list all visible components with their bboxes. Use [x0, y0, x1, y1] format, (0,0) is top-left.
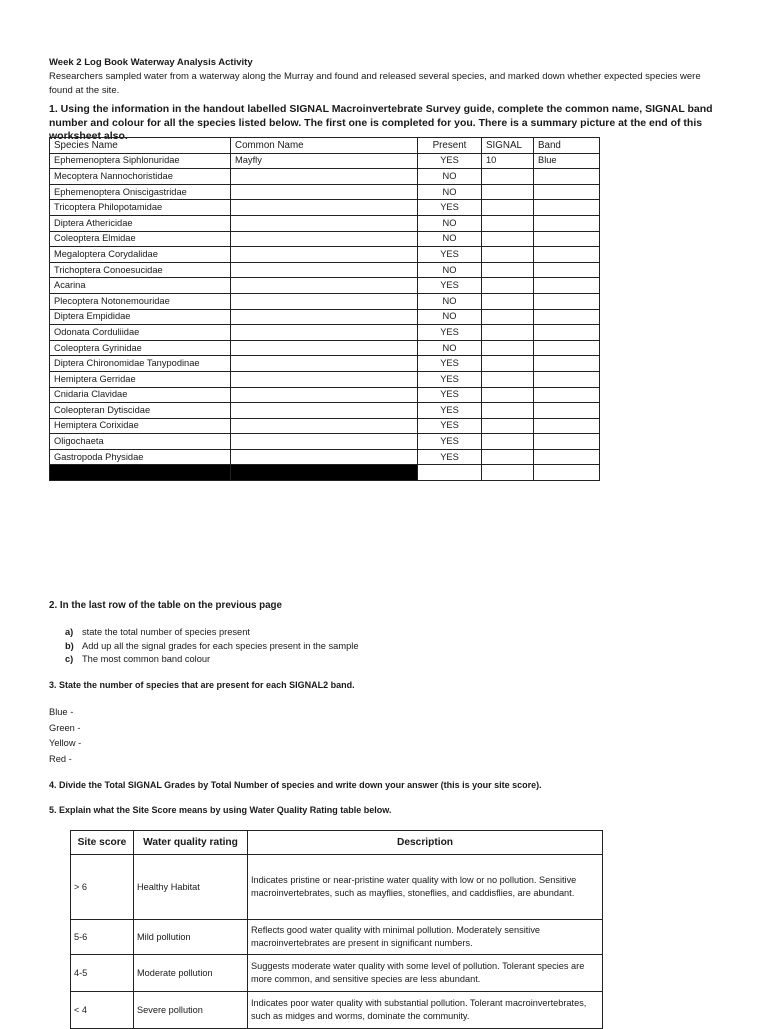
- species-name-cell: Ephemenoptera Oniscigastridae: [50, 184, 231, 200]
- present-cell: YES: [418, 325, 482, 341]
- signal-cell[interactable]: [482, 325, 534, 341]
- table-row: [50, 293, 600, 309]
- species-table-header: [50, 138, 600, 154]
- table-row: [71, 855, 603, 920]
- quality-description: Suggests moderate water quality with some level of pollution. Tolerant species are more common, and sensitive species are less abundant.: [248, 955, 603, 992]
- common-name-cell[interactable]: [231, 340, 418, 356]
- present-cell: YES: [418, 434, 482, 450]
- band-cell[interactable]: [534, 247, 600, 263]
- common-band-cell[interactable]: [534, 465, 600, 481]
- band-cell[interactable]: [534, 309, 600, 325]
- signal-cell[interactable]: [482, 278, 534, 294]
- present-cell: YES: [418, 278, 482, 294]
- site-score: 4-5: [71, 955, 134, 992]
- signal-cell[interactable]: [482, 200, 534, 216]
- common-name-cell[interactable]: [231, 387, 418, 403]
- table-row: [50, 262, 600, 278]
- present-cell: YES: [418, 387, 482, 403]
- table-row: [50, 184, 600, 200]
- list-item: [65, 626, 359, 640]
- table-row: [50, 169, 600, 185]
- common-name-cell[interactable]: [231, 262, 418, 278]
- present-cell: YES: [418, 247, 482, 263]
- table-row: [50, 418, 600, 434]
- common-name-cell[interactable]: [231, 449, 418, 465]
- quality-description: Reflects good water quality with minimal pollution. Moderately sensitive macroinvertebrates are present in significant numbers.: [248, 920, 603, 955]
- table-row: [50, 434, 600, 450]
- present-cell: NO: [418, 231, 482, 247]
- band-cell[interactable]: [534, 356, 600, 372]
- table-row: [50, 215, 600, 231]
- question-4: 4. Divide the Total SIGNAL Grades by Total Number of species and write down your answer (this is your site score).: [49, 780, 542, 790]
- list-marker: a): [65, 627, 74, 637]
- page-title: Week 2 Log Book Waterway Analysis Activity: [49, 57, 253, 68]
- table-row: [50, 231, 600, 247]
- table-row: [50, 387, 600, 403]
- band-cell[interactable]: [534, 278, 600, 294]
- table-row: [50, 309, 600, 325]
- intro-paragraph: Researchers sampled water from a waterway along the Murray and found and released several species, and marked down whether expected species were found at the site.: [49, 71, 701, 96]
- band-cell[interactable]: [534, 325, 600, 341]
- signal-cell[interactable]: [482, 309, 534, 325]
- list-item: [65, 640, 359, 654]
- quality-description: Indicates pristine or near-pristine water quality with low or no pollution. Sensitive macroinvertebrates, such as mayflies, stoneflies, and caddisflies, are abundant.: [248, 855, 603, 920]
- band-yellow: Yellow -: [49, 738, 82, 749]
- species-name-cell: Megaloptera Corydalidae: [50, 247, 231, 263]
- common-name-cell[interactable]: [231, 169, 418, 185]
- band-cell[interactable]: [534, 371, 600, 387]
- common-name-cell[interactable]: [231, 418, 418, 434]
- question-2-list: [65, 626, 359, 667]
- col-band: Band: [534, 138, 600, 154]
- band-cell[interactable]: [534, 293, 600, 309]
- blackout-cell: [50, 465, 231, 481]
- table-row: [71, 955, 603, 992]
- present-cell: YES: [418, 356, 482, 372]
- list-marker: c): [65, 654, 74, 665]
- present-cell: YES: [418, 449, 482, 465]
- common-name-cell[interactable]: [231, 434, 418, 450]
- common-name-cell[interactable]: [231, 403, 418, 419]
- signal-cell[interactable]: [482, 403, 534, 419]
- species-name-cell: Acarina: [50, 278, 231, 294]
- band-red: Red -: [49, 753, 72, 764]
- present-cell: YES: [418, 371, 482, 387]
- signal-cell[interactable]: [482, 371, 534, 387]
- present-cell: NO: [418, 309, 482, 325]
- common-name-cell[interactable]: [231, 371, 418, 387]
- signal-cell[interactable]: [482, 449, 534, 465]
- water-quality-table: [70, 830, 603, 1029]
- table-row: [50, 371, 600, 387]
- band-cell[interactable]: [534, 449, 600, 465]
- common-name-cell[interactable]: [231, 200, 418, 216]
- list-item: [65, 653, 359, 667]
- species-name-cell: Hemiptera Gerridae: [50, 371, 231, 387]
- species-name-cell: Cnidaria Clavidae: [50, 387, 231, 403]
- band-cell[interactable]: [534, 403, 600, 419]
- common-name-cell[interactable]: [231, 215, 418, 231]
- species-name-cell: Ephemenoptera Siphlonuridae: [50, 153, 231, 169]
- common-name-cell[interactable]: [231, 356, 418, 372]
- quality-rating: Moderate pollution: [134, 955, 248, 992]
- common-name-cell[interactable]: [231, 278, 418, 294]
- species-name-cell: Oligochaeta: [50, 434, 231, 450]
- band-cell[interactable]: [534, 387, 600, 403]
- band-cell[interactable]: [534, 434, 600, 450]
- col-signal: SIGNAL: [482, 138, 534, 154]
- common-name-cell[interactable]: [231, 184, 418, 200]
- present-cell: YES: [418, 403, 482, 419]
- col-present: Present: [418, 138, 482, 154]
- quality-description: Indicates poor water quality with substantial pollution. Tolerant macroinvertebrates, such as midges and worms, dominate the community.: [248, 992, 603, 1029]
- table-row: [50, 247, 600, 263]
- common-name-cell[interactable]: Mayfly: [231, 153, 418, 169]
- present-cell: NO: [418, 184, 482, 200]
- present-cell: YES: [418, 200, 482, 216]
- list-marker: b): [65, 640, 74, 651]
- signal-cell[interactable]: [482, 418, 534, 434]
- present-cell: NO: [418, 169, 482, 185]
- question-1: 1. Using the information in the handout labelled SIGNAL Macroinvertebrate Survey guide, complete the common name, SIGNAL band number and colour for all the species listed below. The first one is completed for you. There is a summary picture at the end of this worksheet also.: [49, 103, 713, 142]
- site-score: > 6: [71, 855, 134, 920]
- question-3: 3. State the number of species that are present for each SIGNAL2 band.: [49, 680, 355, 690]
- band-cell[interactable]: [534, 215, 600, 231]
- question-5: 5. Explain what the Site Score means by using Water Quality Rating table below.: [49, 805, 392, 815]
- band-cell[interactable]: Blue: [534, 153, 600, 169]
- species-name-cell: Plecoptera Notonemouridae: [50, 293, 231, 309]
- col-site-score: Site score: [71, 831, 134, 855]
- common-name-cell[interactable]: [231, 247, 418, 263]
- common-name-cell[interactable]: [231, 325, 418, 341]
- present-cell: NO: [418, 215, 482, 231]
- list-text: Add up all the signal grades for each species present in the sample: [82, 640, 359, 651]
- species-name-cell: Odonata Corduliidae: [50, 325, 231, 341]
- col-species-name: Species Name: [50, 138, 231, 154]
- band-cell[interactable]: [534, 231, 600, 247]
- band-cell[interactable]: [534, 169, 600, 185]
- question-2: 2. In the last row of the table on the previous page: [49, 600, 282, 611]
- total-present-cell[interactable]: [418, 465, 482, 481]
- signal-cell[interactable]: [482, 293, 534, 309]
- species-name-cell: Hemiptera Corixidae: [50, 418, 231, 434]
- table-row: [50, 356, 600, 372]
- table-row: [50, 449, 600, 465]
- species-name-cell: Tricoptera Philopotamidae: [50, 200, 231, 216]
- site-score: 5-6: [71, 920, 134, 955]
- band-cell[interactable]: [534, 262, 600, 278]
- table-row: [50, 340, 600, 356]
- species-name-cell: Gastropoda Physidae: [50, 449, 231, 465]
- species-name-cell: Coleopteran Dytiscidae: [50, 403, 231, 419]
- band-cell[interactable]: [534, 418, 600, 434]
- col-water-quality-rating: Water quality rating: [134, 831, 248, 855]
- signal-cell[interactable]: [482, 434, 534, 450]
- species-name-cell: Coleoptera Gyrinidae: [50, 340, 231, 356]
- present-cell: NO: [418, 340, 482, 356]
- signal-cell[interactable]: [482, 387, 534, 403]
- species-name-cell: Coleoptera Elmidae: [50, 231, 231, 247]
- present-cell: NO: [418, 262, 482, 278]
- list-text: The most common band colour: [82, 654, 211, 665]
- table-row: [71, 992, 603, 1029]
- band-answer-list: [49, 705, 81, 767]
- table-row: [50, 325, 600, 341]
- quality-rating: Severe pollution: [134, 992, 248, 1029]
- species-table: [49, 137, 600, 481]
- species-name-cell: Diptera Empididae: [50, 309, 231, 325]
- band-green: Green -: [49, 722, 81, 733]
- quality-rating: Mild pollution: [134, 920, 248, 955]
- band-cell[interactable]: [534, 200, 600, 216]
- species-name-cell: Diptera Chironomidae Tanypodinae: [50, 356, 231, 372]
- water-quality-header: [71, 831, 603, 855]
- present-cell: YES: [418, 153, 482, 169]
- signal-cell[interactable]: 10: [482, 153, 534, 169]
- present-cell: YES: [418, 418, 482, 434]
- site-score: < 4: [71, 992, 134, 1029]
- table-row: [50, 200, 600, 216]
- col-description: Description: [248, 831, 603, 855]
- band-blue: Blue -: [49, 707, 74, 717]
- col-common-name: Common Name: [231, 138, 418, 154]
- table-row: [50, 278, 600, 294]
- species-name-cell: Mecoptera Nannochoristidae: [50, 169, 231, 185]
- blackout-cell: [231, 465, 418, 481]
- signal-cell[interactable]: [482, 169, 534, 185]
- present-cell: NO: [418, 293, 482, 309]
- common-name-cell[interactable]: [231, 293, 418, 309]
- table-row: [50, 153, 600, 169]
- band-cell[interactable]: [534, 340, 600, 356]
- list-text: state the total number of species present: [82, 627, 250, 637]
- signal-cell[interactable]: [482, 247, 534, 263]
- table-row: [71, 920, 603, 955]
- common-name-cell[interactable]: [231, 309, 418, 325]
- band-cell[interactable]: [534, 184, 600, 200]
- signal-cell[interactable]: [482, 356, 534, 372]
- signal-cell[interactable]: [482, 340, 534, 356]
- species-name-cell: Diptera Athericidae: [50, 215, 231, 231]
- common-name-cell[interactable]: [231, 231, 418, 247]
- signal-cell[interactable]: [482, 231, 534, 247]
- quality-rating: Healthy Habitat: [134, 855, 248, 920]
- total-signal-cell[interactable]: [482, 465, 534, 481]
- species-name-cell: Trichoptera Conoesucidae: [50, 262, 231, 278]
- signal-cell[interactable]: [482, 215, 534, 231]
- totals-row: [50, 465, 600, 481]
- table-row: [50, 403, 600, 419]
- signal-cell[interactable]: [482, 184, 534, 200]
- signal-cell[interactable]: [482, 262, 534, 278]
